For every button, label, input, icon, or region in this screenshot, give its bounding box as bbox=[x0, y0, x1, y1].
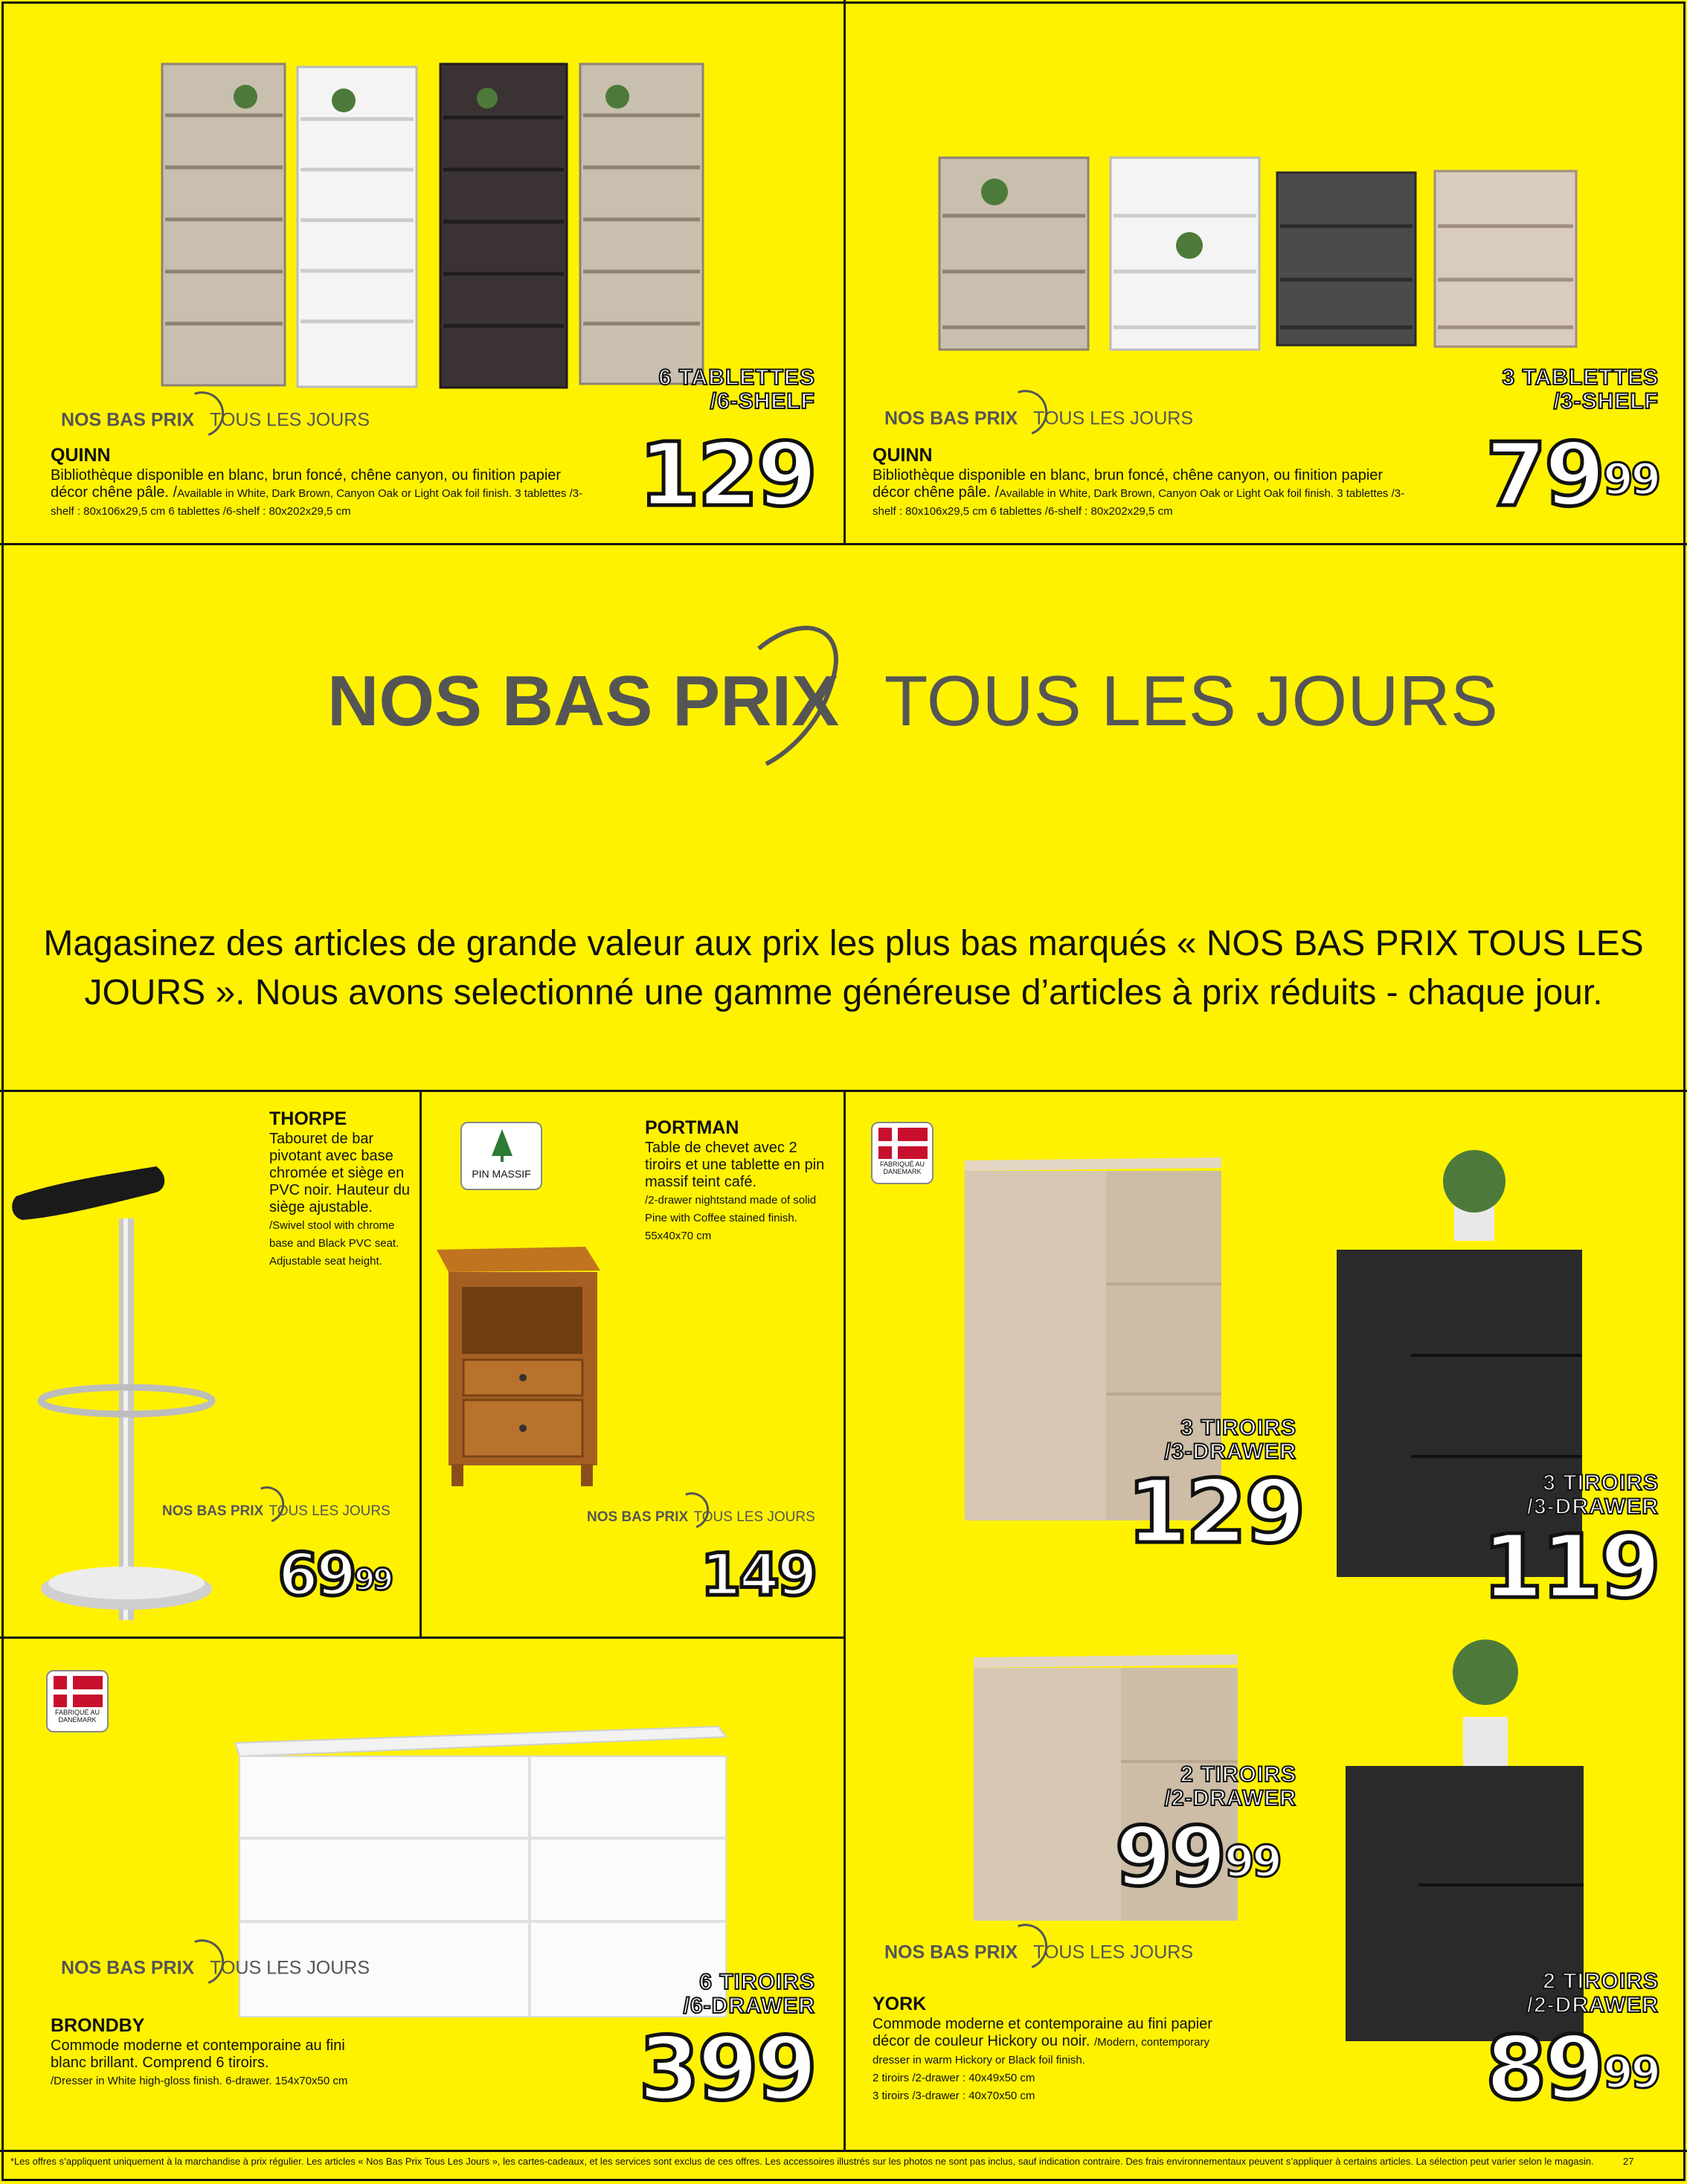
product-description: Table de chevet avec 2 tiroirs et une tablette en pin massif teint café. /2-drawer nightstand made of solid Pine with Coffee stained finish. 55x40x70 cm bbox=[645, 1140, 825, 1242]
footer-disclaimer: *Les offres s’appliquent uniquement à la marchandise à prix régulier. Les articles « Nos Bas Prix Tous Les Jours », les cartes-cadeaux, et les services sont exclus de ces offres. Les accessoires illustrés sur les photos ne sont pas inclus, sauf indication contraire. Des frais environnementaux peuvent s’appliquer à certains articles. La sélection peut varier selon le magasin. bbox=[10, 2156, 1594, 2167]
product-name: QUINN bbox=[51, 445, 111, 466]
shelf-tag: 6 TABLETTES /6-SHELF bbox=[658, 365, 815, 414]
product-description: Bibliothèque disponible en blanc, brun foncé, chêne canyon, ou finition papier décor chêne pâle. /Available in White, Dark Brown, Canyon Oak or Light Oak foil finish. 3 tablettes /3-shelf : 80x106x29,5 cm 6 tablettes /6-shelf : 80x202x29,5 cm bbox=[873, 467, 1405, 518]
drawer-tag: 3 TIROIRS /3-DRAWER bbox=[1164, 1416, 1296, 1464]
price: $79^{99}$ bbox=[1485, 423, 1659, 526]
price: 129 bbox=[1127, 1460, 1304, 1563]
slogan-small: NOS BAS PRIX TOUS LES JOURS bbox=[162, 1500, 391, 1523]
product-description: Bibliothèque disponible en blanc, brun foncé, chêne canyon, ou finition papier décor chêne pâle. /Available in White, Dark Brown, Canyon Oak or Light Oak foil finish. 3 tablettes /3-shelf : 80x106x29,5 cm 6 tablettes /6-shelf : 80x202x29,5 cm bbox=[51, 467, 583, 518]
product-description: Commode moderne et contemporaine au fini papier décor de couleur Hickory ou noir. /Modern, contemporary dresser in warm Hickory or Black foil finish. 2 tiroirs /2-drawer : 40x49x50 cm 3 tiroirs /3-drawer : 40x70x50 cm bbox=[873, 2016, 1212, 2102]
price: $89^{99}$ bbox=[1485, 2017, 1659, 2119]
flag-label: FABRIQUÉ AU DANEMARK bbox=[879, 1160, 925, 1175]
intro-line: JOURS ». Nous avons selectionné une gamme généreuse d’articles à prix réduits - chaque jour. bbox=[84, 973, 1603, 1012]
slogan-small: NOS BAS PRIX TOUS LES JOURS bbox=[61, 405, 370, 437]
slogan-small: NOS BAS PRIX TOUS LES JOURS bbox=[587, 1506, 815, 1529]
price: 149 bbox=[701, 1542, 815, 1609]
thorpe-panel bbox=[0, 1092, 420, 1637]
product-description: Tabouret de bar pivotant avec base chromée et siège en PVC noir. Hauteur du siège ajustable. /Swivel stool with chrome base and Black PVC seat. Adjustable seat height. bbox=[269, 1131, 410, 1268]
divider bbox=[0, 2150, 1687, 2152]
product-name: BRONDBY bbox=[51, 2015, 145, 2036]
drawer-tag: 6 TIROIRS /6-DRAWER bbox=[683, 1970, 815, 2018]
divider bbox=[0, 543, 1687, 545]
slogan-banner bbox=[327, 661, 1498, 742]
product-name: YORK bbox=[873, 1994, 927, 2014]
price: 399 bbox=[638, 2017, 815, 2120]
brondby-panel bbox=[0, 1639, 844, 2150]
price: $99^{99}$ bbox=[1115, 1809, 1280, 1904]
slogan-small: NOS BAS PRIX TOUS LES JOURS bbox=[61, 1953, 370, 1985]
product-name: PORTMAN bbox=[645, 1117, 739, 1138]
slogan-small: NOS BAS PRIX TOUS LES JOURS bbox=[884, 1937, 1193, 1970]
quinn-3-panel bbox=[846, 0, 1687, 543]
product-name: QUINN bbox=[873, 445, 933, 466]
slogan-rest: TOUS LES JOURS bbox=[884, 661, 1498, 741]
drawer-tag: 2 TIROIRS /2-DRAWER bbox=[1526, 1969, 1659, 2017]
flag-label: FABRIQUÉ AU DANEMARK bbox=[54, 1709, 100, 1724]
badge-label: PIN MASSIF bbox=[472, 1168, 531, 1180]
quinn-6-panel bbox=[0, 0, 844, 543]
york-panel bbox=[846, 1092, 1687, 2150]
slogan-swoosh-icon bbox=[744, 619, 848, 768]
product-description: Commode moderne et contemporaine au fini blanc brillant. Comprend 6 tiroirs. /Dresser in White high-gloss finish. 6-drawer. 154x70x50 cm bbox=[51, 2037, 348, 2087]
product-name: THORPE bbox=[269, 1108, 347, 1129]
price: $69^{99}$ bbox=[277, 1542, 391, 1609]
drawer-tag: 2 TIROIRS /2-DRAWER bbox=[1164, 1762, 1296, 1811]
drawer-tag: 3 TIROIRS /3-DRAWER bbox=[1526, 1471, 1659, 1519]
price: 119 bbox=[1482, 1515, 1659, 1618]
price: 129 bbox=[638, 423, 815, 526]
slogan-bold: NOS BAS PRIX bbox=[327, 661, 840, 741]
shelf-tag: 3 TABLETTES /3-SHELF bbox=[1502, 365, 1659, 414]
slogan-small: NOS BAS PRIX TOUS LES JOURS bbox=[884, 403, 1193, 436]
intro-text bbox=[0, 919, 1687, 1018]
intro-line: Magasinez des articles de grande valeur aux prix les plus bas marqués « NOS BAS PRIX TOUS LES bbox=[43, 924, 1644, 963]
page-number: 27 bbox=[1623, 2156, 1634, 2167]
portman-panel bbox=[422, 1092, 844, 1637]
